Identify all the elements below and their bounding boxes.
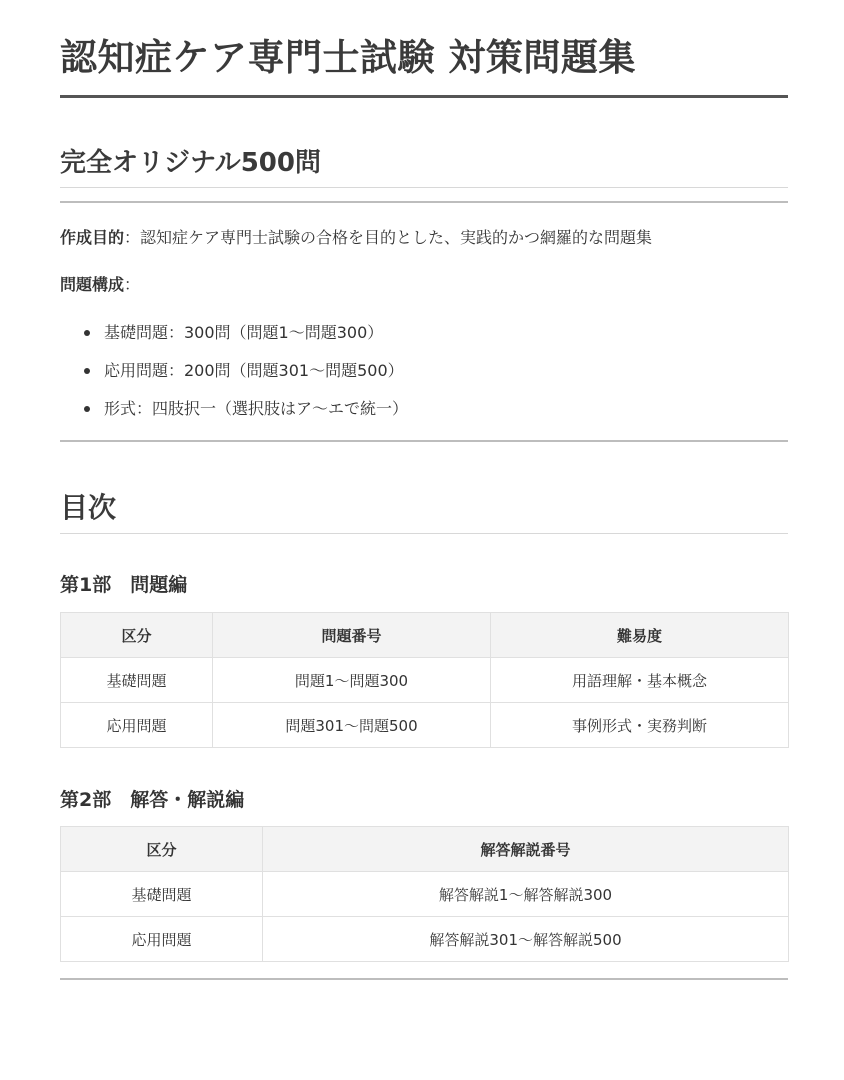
table-row (61, 917, 789, 962)
toc-heading: 目次 (60, 491, 117, 524)
list-item (60, 316, 788, 354)
table-cell: 解答解説301〜解答解説500 (263, 917, 789, 962)
table-cell: 事例形式・実務判断 (491, 703, 789, 748)
table-row (61, 703, 789, 748)
part2-heading: 第2部 解答・解説編 (60, 789, 245, 811)
table-row (61, 872, 789, 917)
table-cell: 問題301〜問題500 (213, 703, 491, 748)
list-item-text: 基礎問題：300問（問題1〜問題300） (104, 323, 384, 342)
page-title: 認知症ケア専門士試験 対策問題集 (60, 36, 636, 79)
purpose-separator: ： (124, 228, 141, 247)
list-item (60, 354, 788, 392)
bullet-icon (84, 368, 90, 374)
structure-line (60, 271, 788, 299)
part1-table (60, 612, 789, 748)
table-cell: 問題1〜問題300 (213, 658, 491, 703)
purpose-text: 認知症ケア専門士試験の合格を目的とした、実践的かつ網羅的な問題集 (140, 228, 653, 247)
section-divider (60, 978, 788, 980)
bullet-icon (84, 406, 90, 412)
table-cell: 応用問題 (61, 703, 213, 748)
purpose-label: 作成目的 (60, 228, 125, 247)
table-cell: 基礎問題 (61, 872, 263, 917)
list-item (60, 392, 788, 430)
title-divider (60, 95, 788, 98)
structure-label: 問題構成 (60, 275, 125, 294)
part2-table (60, 826, 789, 962)
list-item-text: 応用問題：200問（問題301〜問題500） (104, 361, 404, 380)
column-header: 問題番号 (213, 613, 491, 658)
column-header: 解答解説番号 (263, 827, 789, 872)
table-header-row (61, 827, 789, 872)
table-cell: 用語理解・基本概念 (491, 658, 789, 703)
table-cell: 解答解説1〜解答解説300 (263, 872, 789, 917)
column-header: 区分 (61, 827, 263, 872)
table-header-row (61, 613, 789, 658)
purpose-line (60, 224, 788, 252)
bullet-icon (84, 330, 90, 336)
list-item-text: 形式：四肢択一（選択肢はア〜エで統一） (104, 399, 409, 418)
section-heading-subtitle: 完全オリジナル500問 (60, 148, 321, 178)
table-cell: 応用問題 (61, 917, 263, 962)
table-cell: 基礎問題 (61, 658, 213, 703)
part1-heading: 第1部 問題編 (60, 574, 188, 596)
section-divider (60, 440, 788, 442)
column-header: 難易度 (491, 613, 789, 658)
table-row (61, 658, 789, 703)
subtitle-underline (60, 187, 788, 188)
structure-list (60, 316, 788, 430)
section-divider (60, 201, 788, 203)
toc-underline (60, 533, 788, 534)
structure-separator: ： (124, 275, 141, 294)
column-header: 区分 (61, 613, 213, 658)
